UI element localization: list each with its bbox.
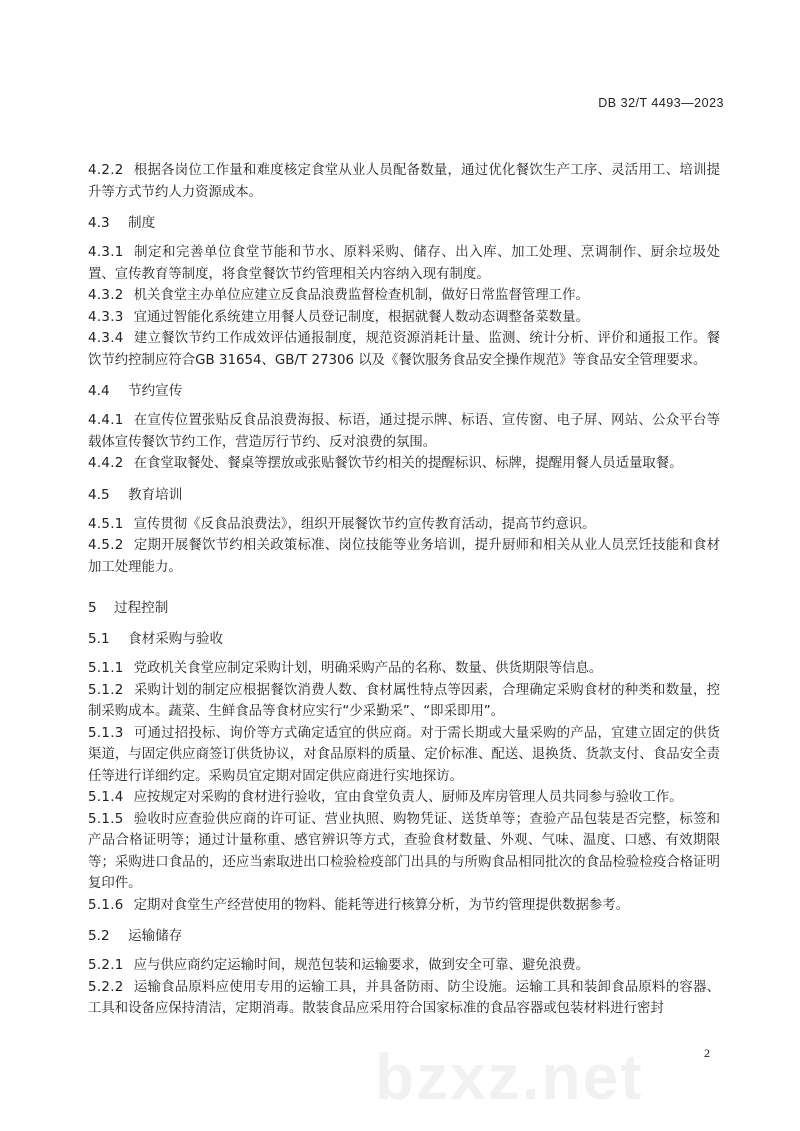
clause-text: 采购计划的制定应根据餐饮消费人数、食材属性特点等因素，合理确定采购食材的种类和数量，控制采购成本。蔬菜、生鲜食品等食材应实行“少采勤采”、“即采即用”。 xyxy=(88,682,720,719)
section-heading-5-1 xyxy=(88,629,720,650)
clause-text: 在食堂取餐处、餐桌等摆放或张贴餐饮节约相关的提醒标识、标牌，提醒用餐人员适量取餐。 xyxy=(133,456,683,471)
clause-4-4-1 xyxy=(88,410,720,453)
clause-4-3-3 xyxy=(88,307,720,329)
clause-number: 4.5.2 xyxy=(88,538,124,553)
clause-number: 5.1.6 xyxy=(88,897,124,913)
clause-text: 党政机关食堂应制定采购计划，明确采购产品的名称、数量、供货期限等信息。 xyxy=(133,661,603,676)
clause-number: 4.5.1 xyxy=(88,516,124,532)
clause-5-1-4 xyxy=(88,787,720,809)
chapter-heading-5 xyxy=(88,598,720,619)
clause-number: 5.1.5 xyxy=(88,811,124,827)
clause-4-4-2 xyxy=(88,453,720,475)
clause-text: 宣传贯彻《反食品浪费法》，组织开展餐饮节约宣传教育活动，提高节约意识。 xyxy=(133,516,596,532)
clause-text: 验收时应查验供应商的许可证、营业执照、购物凭证、送货单等；查验产品包装是否完整，标签和产品合格证明等；通过计量称重、感官辨识等方式，查验食材数量、外观、气味、温度、口感、有效期限等；采购进口食品的，还应当索取进出口检验检疫部门出具的与所购食品相同批次的食品检验检疫合格证明复印件。 xyxy=(88,811,720,891)
clause-5-2-1 xyxy=(88,955,720,977)
clause-text: 根据各岗位工作量和难度核定食堂从业人员配备数量，通过优化餐饮生产工序、灵活用工、培训提升等方式节约人力资源成本。 xyxy=(88,163,720,200)
section-title: 制度 xyxy=(128,215,156,231)
document-body xyxy=(88,160,720,1020)
section-title: 教育培训 xyxy=(128,486,183,503)
clause-5-1-1 xyxy=(88,658,720,680)
clause-4-3-1 xyxy=(88,242,720,285)
section-number: 4.3 xyxy=(88,215,110,231)
standard-code: DB 32/T 4493—2023 xyxy=(598,96,724,110)
section-title: 食材采购与验收 xyxy=(128,631,224,647)
clause-5-1-5 xyxy=(88,809,720,895)
clause-5-1-6 xyxy=(88,895,720,917)
section-heading-4-4 xyxy=(88,381,720,402)
clause-text: 应按规定对采购的食材进行验收，宜由食堂负责人、厨师及库房管理人员共同参与验收工作。 xyxy=(133,790,683,805)
clause-number: 4.3.2 xyxy=(88,288,124,303)
section-title: 运输储存 xyxy=(128,928,183,944)
section-number: 5.2 xyxy=(88,928,110,944)
clause-text: 制定和完善单位食堂节能和节水、原料采购、储存、出入库、加工处理、烹调制作、厨余垃圾处置、宣传教育等制度，将食堂餐饮节约管理相关内容纳入现有制度。 xyxy=(88,245,720,282)
clause-4-5-1 xyxy=(88,514,720,536)
clause-4-3-2 xyxy=(88,285,720,307)
clause-text: 宜通过智能化系统建立用餐人员登记制度，根据就餐人数动态调整备菜数量。 xyxy=(133,309,589,325)
clause-number: 5.1.2 xyxy=(88,682,124,698)
clause-number: 4.3.3 xyxy=(88,309,124,325)
clause-text: 应与供应商约定运输时间，规范包装和运输要求，做到安全可靠、避免浪费。 xyxy=(133,958,589,973)
clause-5-1-2 xyxy=(88,680,720,723)
clause-number: 5.1.3 xyxy=(88,725,124,741)
section-number: 5.1 xyxy=(88,631,110,647)
clause-text: 运输食品原料应使用专用的运输工具，并具备防雨、防尘设施。运输工具和装卸食品原料的容器、工具和设备应保持清洁，定期消毒。散装食品应采用符合国家标准的食品容器或包装材料进行密封 xyxy=(88,979,720,1016)
clause-5-2-2 xyxy=(88,977,720,1020)
clause-number: 4.4.1 xyxy=(88,413,124,428)
clause-number: 4.3.1 xyxy=(88,245,124,260)
section-heading-5-2 xyxy=(88,926,720,947)
clause-number: 4.2.2 xyxy=(88,163,124,178)
clause-4-2-2 xyxy=(88,160,720,203)
clause-number: 4.3.4 xyxy=(88,331,124,346)
page-number: 2 xyxy=(704,1046,710,1060)
clause-4-3-4 xyxy=(88,328,720,371)
clause-text: 在宣传位置张贴反食品浪费海报、标语，通过提示牌、标语、宣传窗、电子屏、网站、公众平台等载体宣传餐饮节约工作，营造厉行节约、反对浪费的氛围。 xyxy=(88,413,720,450)
clause-text: 建立餐饮节约工作成效评估通报制度，规范资源消耗计量、监测、统计分析、评价和通报工作。餐饮节约控制应符合GB 31654、GB/T 27306 以及《餐饮服务食品安全操作规范》等食品安全管理要求。 xyxy=(88,331,720,368)
watermark: bzxz.net xyxy=(375,1041,644,1113)
chapter-number: 5 xyxy=(88,600,97,616)
section-number: 4.5 xyxy=(88,486,110,503)
section-number: 4.4 xyxy=(88,383,110,399)
clause-text: 可通过招投标、询价等方式确定适宜的供应商。对于需长期或大量采购的产品，宜建立固定的供货渠道，与固定供应商签订供货协议，对食品原料的质量、定价标准、配送、退换货、货款支付、食品安全责任等进行详细约定。采购员宜定期对固定供应商进行实地探访。 xyxy=(88,725,720,784)
clause-text: 定期对食堂生产经营使用的物料、能耗等进行核算分析，为节约管理提供数据参考。 xyxy=(133,897,630,913)
clause-number: 5.2.1 xyxy=(88,958,124,973)
clause-number: 4.4.2 xyxy=(88,456,124,471)
clause-number: 5.1.4 xyxy=(88,790,124,805)
clause-text: 机关食堂主办单位应建立反食品浪费监督检查机制，做好日常监督管理工作。 xyxy=(133,288,589,303)
chapter-title: 过程控制 xyxy=(114,600,169,616)
section-heading-4-3 xyxy=(88,213,720,234)
section-title: 节约宣传 xyxy=(128,383,183,399)
clause-4-5-2 xyxy=(88,535,720,578)
clause-text: 定期开展餐饮节约相关政策标准、岗位技能等业务培训，提升厨师和相关从业人员烹饪技能和食材加工处理能力。 xyxy=(88,538,720,575)
clause-5-1-3 xyxy=(88,723,720,788)
clause-number: 5.1.1 xyxy=(88,661,124,676)
section-heading-4-5 xyxy=(88,485,720,506)
clause-number: 5.2.2 xyxy=(88,979,124,995)
